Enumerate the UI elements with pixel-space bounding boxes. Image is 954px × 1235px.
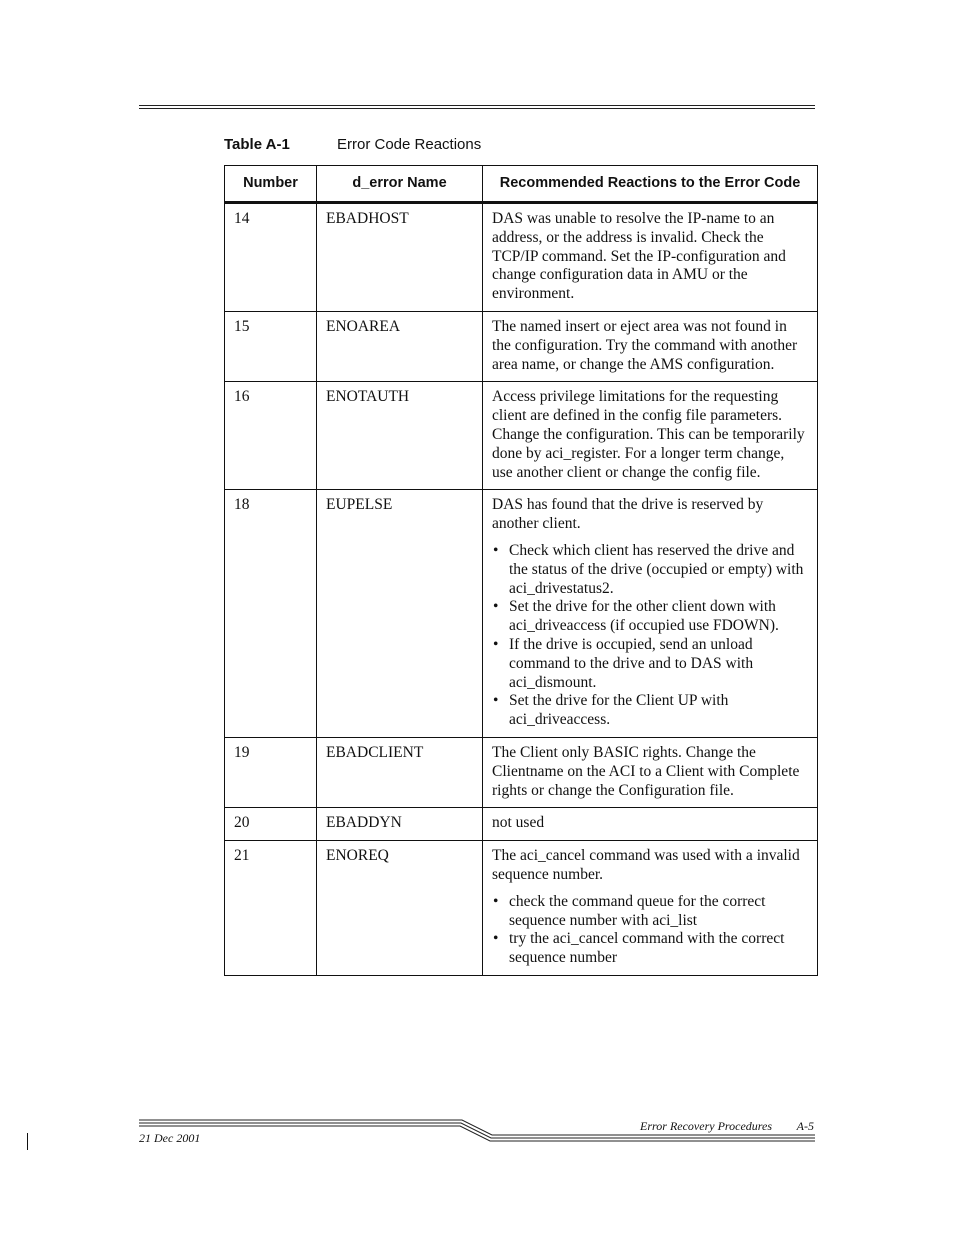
error-name-cell: ENOTAUTH bbox=[317, 382, 483, 490]
reaction-text: The named insert or eject area was not found in the configuration. Try the command with another area name, or change the AMS configuration. bbox=[492, 317, 798, 373]
error-number-cell: 14 bbox=[225, 203, 317, 312]
reaction-text: not used bbox=[492, 814, 545, 832]
footer-section-title: Error Recovery Procedures bbox=[640, 1119, 772, 1133]
error-name-cell: EBADCLIENT bbox=[317, 737, 483, 807]
error-name-cell: EBADHOST bbox=[317, 203, 483, 312]
table-row bbox=[225, 203, 818, 312]
reaction-text: Access privilege limitations for the requesting client are defined in the config file parameters. Change the configuration. This can be temporarily done by aci_register. For a longer term change, use another client or change the config file. bbox=[492, 388, 805, 481]
table-caption bbox=[224, 136, 482, 153]
error-number-cell: 16 bbox=[225, 382, 317, 490]
reaction-bullet-item: • If the drive is occupied, send an unload command to the drive and to DAS with aci_dismount. bbox=[492, 636, 808, 692]
table-row bbox=[225, 311, 818, 381]
header-recommended-reactions: Recommended Reactions to the Error Code bbox=[483, 166, 818, 203]
reaction-bullet-item: • Set the drive for the Client UP with aci_driveaccess. bbox=[492, 692, 808, 730]
reaction-cell bbox=[483, 311, 818, 381]
reaction-bullet-item: • Check which client has reserved the drive and the status of the drive (occupied or empty) with aci_drivestatus2. bbox=[492, 542, 808, 598]
table-row bbox=[225, 737, 818, 807]
error-number-cell: 18 bbox=[225, 490, 317, 738]
reaction-cell bbox=[483, 808, 818, 841]
table-row bbox=[225, 490, 818, 738]
reaction-cell bbox=[483, 737, 818, 807]
error-number-cell: 21 bbox=[225, 841, 317, 976]
reaction-cell bbox=[483, 490, 818, 738]
error-name-cell: EUPELSE bbox=[317, 490, 483, 738]
table-body bbox=[225, 203, 818, 976]
error-name-cell: EBADDYN bbox=[317, 808, 483, 841]
header-rule bbox=[139, 108, 815, 109]
header-rule bbox=[139, 105, 815, 106]
reaction-bullet-list bbox=[492, 542, 808, 730]
table-header-row bbox=[225, 166, 818, 203]
header-number: Number bbox=[225, 166, 317, 203]
reaction-cell bbox=[483, 841, 818, 976]
reaction-bullet-item: • check the command queue for the correct sequence number with aci_list bbox=[492, 893, 808, 931]
reaction-bullet-list bbox=[492, 893, 808, 968]
error-number-cell: 20 bbox=[225, 808, 317, 841]
reaction-bullet-item: • try the aci_cancel command with the correct sequence number bbox=[492, 930, 808, 968]
table-caption-title: Error Code Reactions bbox=[337, 136, 482, 153]
header-error-name: d_error Name bbox=[317, 166, 483, 203]
reaction-cell bbox=[483, 203, 818, 312]
reaction-cell bbox=[483, 382, 818, 490]
reaction-text: DAS was unable to resolve the IP-name to an address, or the address is invalid. Check the TCP/IP command. Set the IP-configuration and change configuration data in AMU or the environment. bbox=[492, 210, 786, 303]
footer-date: 21 Dec 2001 bbox=[139, 1131, 201, 1145]
table-row bbox=[225, 382, 818, 490]
reaction-text: The Client only BASIC rights. Change the Clientname on the ACI to a Client with Complete rights or change the Configuration file. bbox=[492, 743, 800, 799]
reaction-text: DAS has found that the drive is reserved by another client. bbox=[492, 496, 764, 533]
table-row bbox=[225, 808, 818, 841]
error-name-cell: ENOAREA bbox=[317, 311, 483, 381]
reaction-text: The aci_cancel command was used with a invalid sequence number. bbox=[492, 847, 800, 883]
reaction-bullet-item: • Set the drive for the other client down with aci_driveaccess (if occupied use FDOWN). bbox=[492, 598, 808, 636]
error-number-cell: 19 bbox=[225, 737, 317, 807]
error-name-cell: ENOREQ bbox=[317, 841, 483, 976]
error-number-cell: 15 bbox=[225, 311, 317, 381]
change-bar bbox=[27, 1133, 28, 1150]
error-code-table bbox=[224, 165, 818, 976]
footer-page-number: A-5 bbox=[796, 1119, 814, 1133]
table-caption-label: Table A-1 bbox=[224, 136, 290, 153]
table-row bbox=[225, 841, 818, 976]
